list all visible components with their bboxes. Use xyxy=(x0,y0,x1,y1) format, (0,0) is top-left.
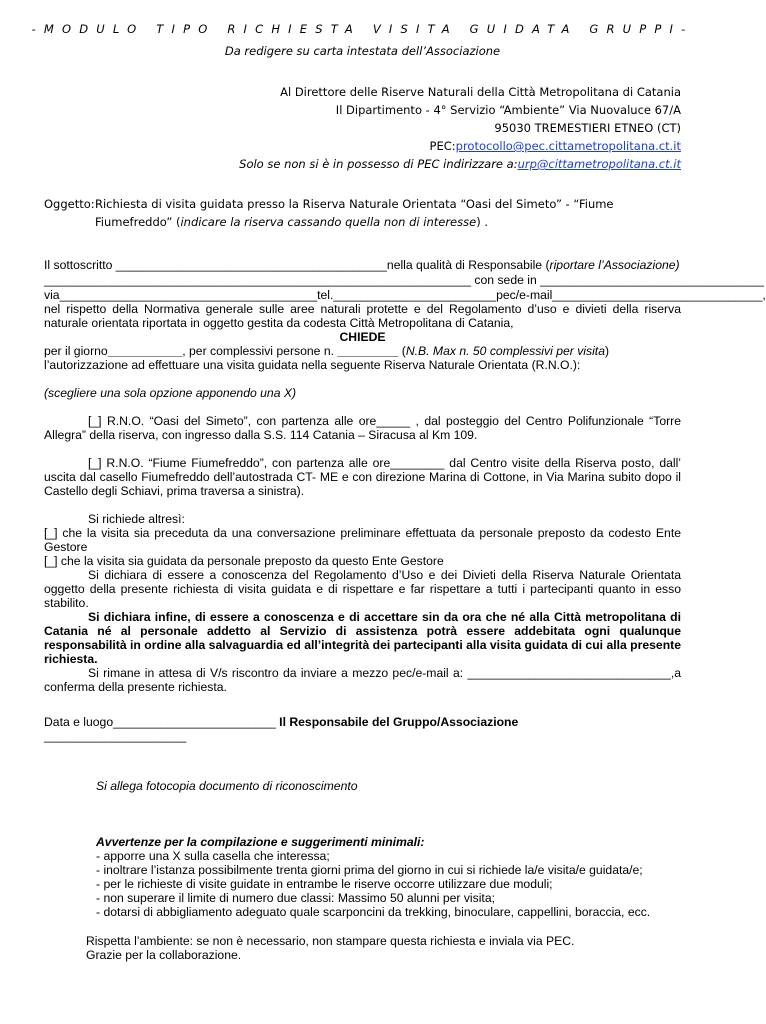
waiting-reply: Si rimane in attesa di V/s riscontro da inviare a mezzo pec/e-mail a: ______________________________,a conferma della presente richiesta. xyxy=(44,666,681,694)
subject-note: indicare la riserva cassando quella non di interesse xyxy=(180,215,477,229)
date-place: Data e luogo________________________ xyxy=(44,715,276,729)
footer-environment: Rispetta l’ambiente: se non è necessario, non stampare questa richiesta e inviala via PEC. xyxy=(86,934,575,948)
chiede-heading: CHIEDE xyxy=(339,330,386,344)
subject-line: Fiumefreddo” ( xyxy=(95,215,181,229)
date-blank: ___________ xyxy=(107,344,183,358)
warnings-heading: Avvertenze per la compilazione e suggerimenti minimali: xyxy=(96,835,425,849)
alt-label: Solo se non si è in possesso di PEC indirizzare a: xyxy=(239,157,518,171)
recipient-line: 95030 TREMESTIERI ETNEO (CT) xyxy=(494,121,681,135)
also-heading: Si richiede altresì: xyxy=(88,512,185,526)
form-line-association: _______________________________________________________________ con sede in _________________________________ xyxy=(44,273,764,287)
choose-instruction: (scegliere una sola opzione apponendo una X) xyxy=(44,386,297,400)
option-fiume-fiumefreddo: [_] R.N.O. “Fiume Fiumefreddo”, con partenza alle ore________ dal Centro visite della Riserva posto, dall’ uscita dal casello Fiumefreddo dell’autostrada CT- ME e con direzione Marina di Cottone, in Via Marina subito dopo il Castello degli Schiavi, prima traversa a sinistra). xyxy=(44,456,681,498)
recipient-alt xyxy=(239,155,681,173)
attachment-note: Si allega fotocopia documento di riconoscimento xyxy=(96,779,358,793)
subject-block xyxy=(44,195,684,231)
text: ( xyxy=(398,344,406,358)
document-title: -MODULO TIPO RICHIESTA VISITA GUIDATA GRUPPI- xyxy=(31,22,694,36)
pec-email-link[interactable]: protocollo@pec.cittametropolitana.ct.it xyxy=(455,139,681,153)
form-paragraph-regulation: nel rispetto della Normativa generale sulle aree naturali protette e del Regolamento d’uso e divieti della riserva naturale orientata riportata in oggetto gestita da codesta Città Metropolitana di Catania, xyxy=(44,302,681,330)
form-line-date xyxy=(44,344,681,358)
footer-thanks: Grazie per la collaborazione. xyxy=(86,948,242,962)
warning-item: - per le richieste di visite guidate in entrambe le riserve occorre utilizzare due moduli; xyxy=(96,877,553,891)
text: per il giorno xyxy=(44,344,108,358)
subject-text xyxy=(95,195,614,231)
signer-label: Il Responsabile del Gruppo/Associazione xyxy=(275,715,519,729)
recipient-line: Al Direttore delle Riserve Naturali della Città Metropolitana di Catania xyxy=(280,85,681,99)
warnings-block xyxy=(96,835,706,919)
recipient-block xyxy=(239,83,681,173)
warning-item: - dotarsi di abbigliamento adeguato quale scarponcini da trekking, binoculare, cappellini, boraccia, ecc. xyxy=(96,905,651,919)
also-option-2: [_] che la visita sia guidata da personale preposto da questo Ente Gestore xyxy=(44,554,444,568)
recipient-pec xyxy=(239,137,681,155)
date-place-line xyxy=(44,715,681,729)
footer-block xyxy=(86,934,706,962)
text: Il sottoscritto ________________________________________nella qualità di Responsabile ( xyxy=(44,258,550,272)
alt-email-link[interactable]: urp@cittametropolitana.ct.it xyxy=(517,157,681,171)
option-oasi-simeto: [_] R.N.O. “Oasi del Simeto”, con partenza alle ore_____ , dal posteggio del Centro Polifunzionale “Torre Allegra” della riserva, con ingresso dalla S.S. 114 Catania – Siracusa al Km 109. xyxy=(44,414,681,442)
form-line-undersigned xyxy=(44,258,681,272)
subject-end: ) . xyxy=(476,215,488,229)
document-subtitle: Da redigere su carta intestata dell’Associazione xyxy=(224,44,501,58)
signature-line: _____________________ xyxy=(44,729,187,743)
persons-blank: _________ xyxy=(337,344,399,358)
form-line-contacts: via______________________________________tel.________________________pec/e-mail_______________________________, xyxy=(44,288,766,302)
text: , per complessivi persone n. xyxy=(182,344,338,358)
warning-item: - inoltrare l’istanza possibilmente trenta giorni prima del giorno in cui si richiede la/e visita/e guidata/e; xyxy=(96,863,643,877)
max-note: N.B. Max n. 50 complessivi per visita xyxy=(405,344,605,358)
subject-label: Oggetto: xyxy=(44,197,95,211)
declaration-1: Si dichiara di essere a conoscenza del Regolamento d’Uso e dei Divieti della Riserva Naturale Orientata oggetto della presente richiesta di visita guidata e di rispettare e far rispettare a tutti i partecipanti quanto in esso stabilito. xyxy=(44,568,681,610)
pec-label: PEC: xyxy=(429,139,456,153)
subject-line: Richiesta di visita guidata presso la Riserva Naturale Orientata “Oasi del Simeto” - “Fiume xyxy=(95,197,614,211)
text: ) xyxy=(604,344,610,358)
form-body xyxy=(44,258,766,743)
declaration-2: Si dichiara infine, di essere a conoscenza e di accettare sin da ora che né alla Città metropolitana di Catania né al personale addetto al Servizio di assistenza potrà essere addebitata ogni qualunque responsabilità in ordine alla salvaguardia ed all’integrità dei partecipanti alla visita guidata di cui alla presente richiesta. xyxy=(44,610,681,666)
recipient-line: Il Dipartimento - 4° Servizio “Ambiente” Via Nuovaluce 67/A xyxy=(335,103,681,117)
also-option-1: [_] che la visita sia preceduta da una conversazione preliminare effettuata da personale preposto da codesto Ente Gestore xyxy=(44,526,681,554)
warning-item: - non superare il limite di numero due classi: Massimo 50 alunni per visita; xyxy=(96,891,495,905)
warning-item: - apporre una X sulla casella che interessa; xyxy=(96,849,330,863)
form-line-authorization: l’autorizzazione ad effettuare una visita guidata nella seguente Riserva Naturale Orientata (R.N.O.): xyxy=(44,358,581,372)
text: riportare l’Associazione) xyxy=(549,258,680,272)
